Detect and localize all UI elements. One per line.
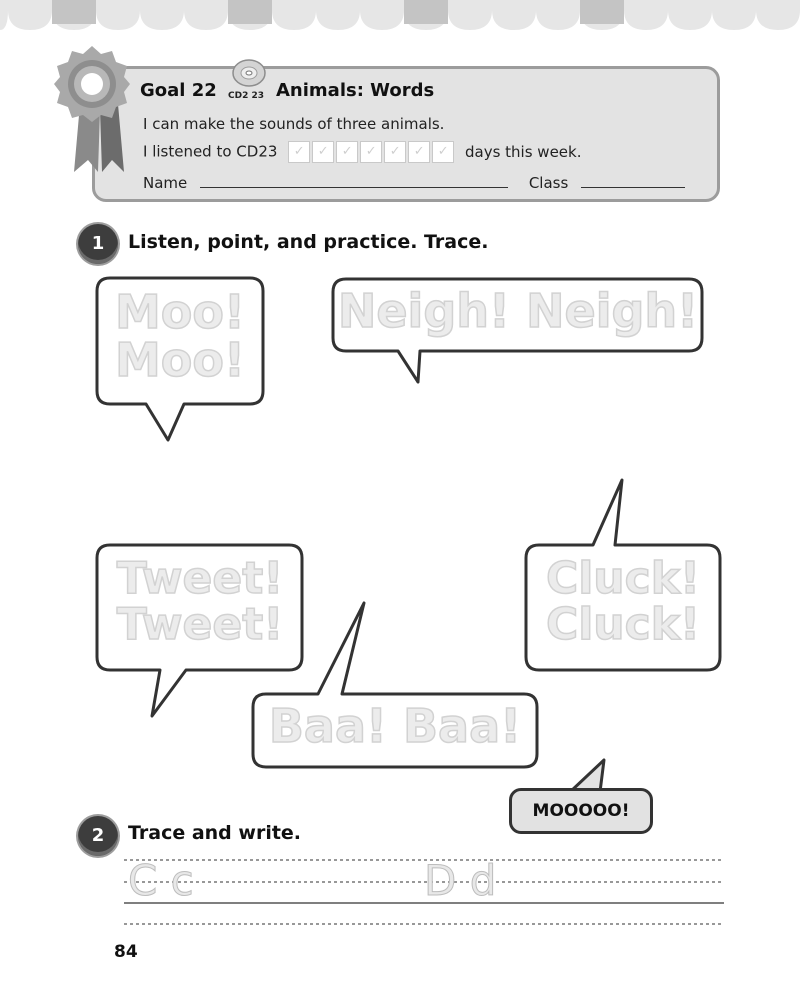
activity-2-badge: 2 bbox=[78, 816, 118, 856]
mooooo-bubble: MOOOOO! bbox=[509, 788, 653, 834]
moo-line-2: Moo! bbox=[115, 333, 245, 388]
listened-prefix: I listened to CD23 bbox=[143, 142, 278, 161]
moo-line-1: Moo! bbox=[115, 285, 245, 339]
tweet-trace-text bbox=[100, 553, 300, 651]
checkmark-box[interactable]: ✓ bbox=[288, 141, 310, 163]
goal-title: Goal 22 bbox=[140, 80, 217, 101]
checkmark-box[interactable]: ✓ bbox=[360, 141, 382, 163]
cd-track-label: CD2 23 bbox=[228, 91, 264, 101]
activity-2-instruction: Trace and write. bbox=[128, 822, 302, 844]
name-label: Name bbox=[143, 174, 188, 192]
tweet-line-2: Tweet! bbox=[116, 599, 284, 651]
activity-1-badge: 1 bbox=[78, 224, 118, 264]
tweet-line-1: Tweet! bbox=[116, 553, 284, 604]
cluck-trace-text bbox=[529, 553, 717, 651]
cluck-line-1: Cluck! bbox=[545, 553, 701, 604]
checkmark-box[interactable]: ✓ bbox=[312, 141, 334, 163]
moo-trace-text bbox=[100, 285, 260, 388]
checkmark-box[interactable]: ✓ bbox=[384, 141, 406, 163]
goal-subtitle: Animals: Words bbox=[276, 80, 435, 101]
checkmark-box[interactable]: ✓ bbox=[432, 141, 454, 163]
goal-statement: I can make the sounds of three animals. bbox=[143, 115, 445, 133]
mooooo-bubble-tail bbox=[560, 758, 620, 792]
trace-letters-d: D d bbox=[424, 856, 497, 905]
neigh-trace-text: Neigh! Neigh! bbox=[337, 284, 699, 338]
checkmark-box[interactable]: ✓ bbox=[336, 141, 358, 163]
trace-letters-c: C c bbox=[128, 856, 194, 905]
cluck-line-2: Cluck! bbox=[545, 599, 701, 651]
checkmark-box[interactable]: ✓ bbox=[408, 141, 430, 163]
baa-trace-text: Baa! Baa! bbox=[268, 699, 522, 753]
class-label: Class bbox=[528, 174, 569, 192]
page-number: 84 bbox=[114, 942, 138, 962]
listened-suffix: days this week. bbox=[464, 142, 582, 161]
activity-1-instruction: Listen, point, and practice. Trace. bbox=[128, 231, 489, 253]
